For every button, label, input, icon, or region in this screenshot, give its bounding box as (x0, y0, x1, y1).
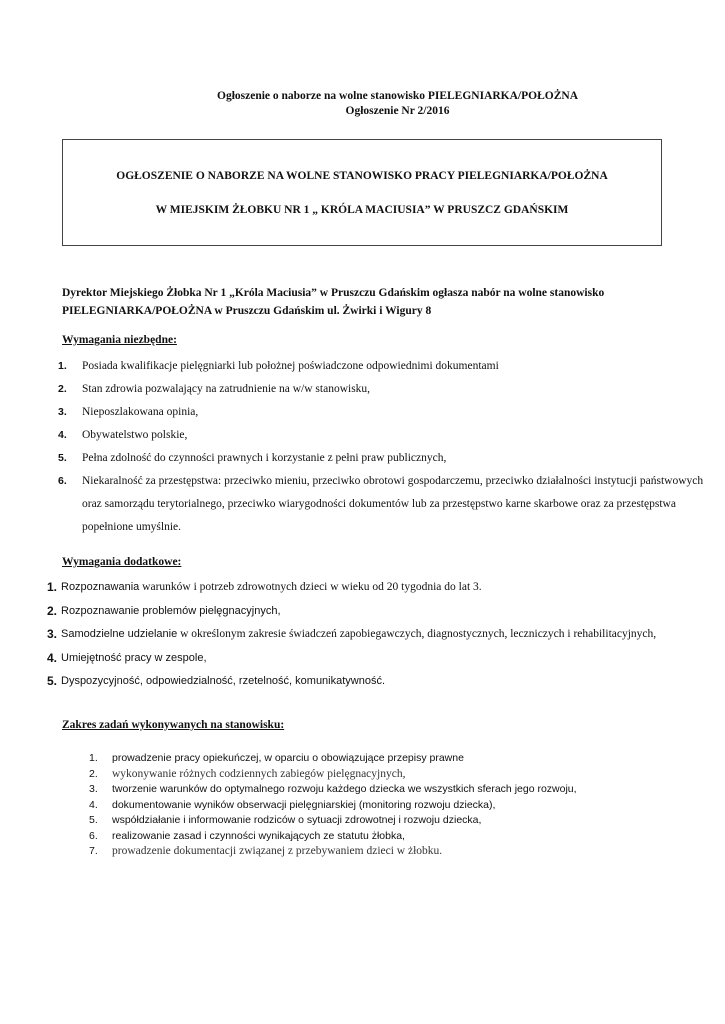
item-number: 3. (47, 627, 58, 641)
item-number: 3. (58, 406, 67, 418)
item-number: 5. (47, 674, 58, 688)
item-text: Pełna zdolność do czynności prawnych i korzystanie z pełni praw publicznych, (82, 452, 447, 464)
list-item (47, 600, 717, 624)
tasks-section-title: Zakres zadań wykonywanych na stanowisku: (62, 719, 285, 731)
list-item (47, 647, 717, 671)
item-text: realizowanie zasad i czynności wynikających ze statutu żłobka, (112, 829, 405, 842)
item-number: 5. (58, 452, 67, 464)
item-text: tworzenie warunków do optymalnego rozwoju każdego dziecka we wszystkich sferach jego rozwoju, (112, 783, 577, 795)
list-item (89, 798, 709, 814)
item-number: 5. (89, 814, 98, 826)
item-number: 3. (89, 783, 98, 795)
item-number: 1. (89, 752, 98, 764)
item-text: w określonym zakresie świadczeń zapobiegawczych, diagnostycznych, leczniczych i rehabilitacyjnych, (177, 628, 657, 640)
item-lead: Samodzielne udzielanie (61, 628, 178, 640)
item-text: Obywatelstwo polskie, (82, 429, 188, 441)
list-item (58, 378, 708, 401)
list-item (58, 424, 708, 447)
item-text: prowadzenie pracy opiekuńczej, w oparciu o obowiązujące przepisy prawne (112, 752, 464, 764)
item-number: 4. (47, 650, 58, 665)
list-item (47, 576, 717, 600)
item-number: 1. (58, 360, 67, 372)
item-text: Stan zdrowia pozwalający na zatrudnienie na w/w stanowisku, (82, 383, 371, 395)
item-text: dokumentowanie wyników obserwacji pielęgniarskiej (monitoring rozwoju dziecka), (112, 798, 496, 811)
title-line-2: W MIEJSKIM ŻŁOBKU NR 1 „ KRÓLA MACIUSIA” W PRUSZCZ GDAŃSKIM (155, 204, 569, 216)
document-header (0, 89, 725, 119)
list-item (58, 355, 708, 378)
item-number: 4. (58, 429, 67, 441)
additional-section-title: Wymagania dodatkowe: (62, 556, 182, 568)
item-number: 2. (58, 383, 67, 395)
list-item (58, 470, 708, 539)
item-text: Niekaralność za przestępstwa: przeciwko mieniu, przeciwko obrotowi gospodarczemu, przeciwko działalności instytucji państwowych oraz samorządu terytorialnego, przeciwko wiarygodności dokumentów lub za przestępstwo karne skarbowe oraz za przestępstwa popełnione umyślnie. (82, 475, 704, 533)
item-text: współdziałanie i informowanie rodziców o sytuacji zdrowotnej i rozwoju dziecka, (112, 814, 482, 826)
title-line-1: OGŁOSZENIE O NABORZE NA WOLNE STANOWISKO PRACY PIELEGNIARKA/POŁOŻNA (116, 170, 608, 182)
item-number: 7. (89, 845, 98, 857)
item-text: prowadzenie dokumentacji związanej z przebywaniem dzieci w żłobku. (112, 845, 443, 857)
additional-list (47, 576, 717, 694)
header-line-2: Ogłoszenie Nr 2/2016 (345, 105, 450, 117)
required-section-title: Wymagania niezbędne: (62, 334, 177, 346)
item-number: 6. (89, 829, 98, 842)
list-item (47, 623, 717, 647)
item-number: 6. (58, 475, 67, 487)
intro-line-1: Dyrektor Miejskiego Żłobka Nr 1 „Króla Maciusia” w Pruszczu Gdańskim ogłasza nabór na wolne stanowisko (62, 287, 605, 299)
item-text: warunków i potrzeb zdrowotnych dzieci w wieku od 20 tygodnia do lat 3. (139, 581, 482, 593)
item-number: 2. (47, 603, 58, 618)
item-number: 1. (47, 580, 58, 594)
item-text: Nieposzlakowana opinia, (82, 406, 199, 418)
list-item (89, 829, 709, 845)
header-line-1: Ogłoszenie o naborze na wolne stanowisko PIELEGNIARKA/POŁOŻNA (217, 90, 578, 102)
list-item (47, 670, 717, 694)
list-item (89, 767, 709, 783)
item-number: 2. (89, 767, 98, 780)
title-box (62, 139, 662, 246)
item-text: wykonywanie różnych codziennych zabiegów pielęgnacyjnych, (112, 767, 406, 780)
item-lead: Rozpoznawania (61, 581, 140, 593)
list-item (89, 813, 709, 829)
item-lead: Rozpoznawanie problemów pielęgnacyjnych, (61, 604, 281, 617)
item-lead: Umiejętność pracy w zespole, (61, 651, 207, 664)
list-item (89, 782, 709, 798)
required-list (58, 355, 708, 539)
intro-line-2: PIELEGNIARKA/POŁOŻNA w Pruszczu Gdańskim ul. Żwirki i Wigury 8 (62, 305, 432, 317)
list-item (89, 844, 709, 860)
list-item (89, 751, 709, 767)
list-item (58, 447, 708, 470)
item-lead: Dyspozycyjność, odpowiedzialność, rzetelność, komunikatywność. (61, 675, 386, 687)
item-text: Posiada kwalifikacje pielęgniarki lub położnej poświadczone odpowiednimi dokumentami (82, 360, 499, 372)
item-number: 4. (89, 798, 98, 811)
tasks-list (89, 751, 709, 860)
list-item (58, 401, 708, 424)
intro-paragraph (62, 284, 682, 320)
